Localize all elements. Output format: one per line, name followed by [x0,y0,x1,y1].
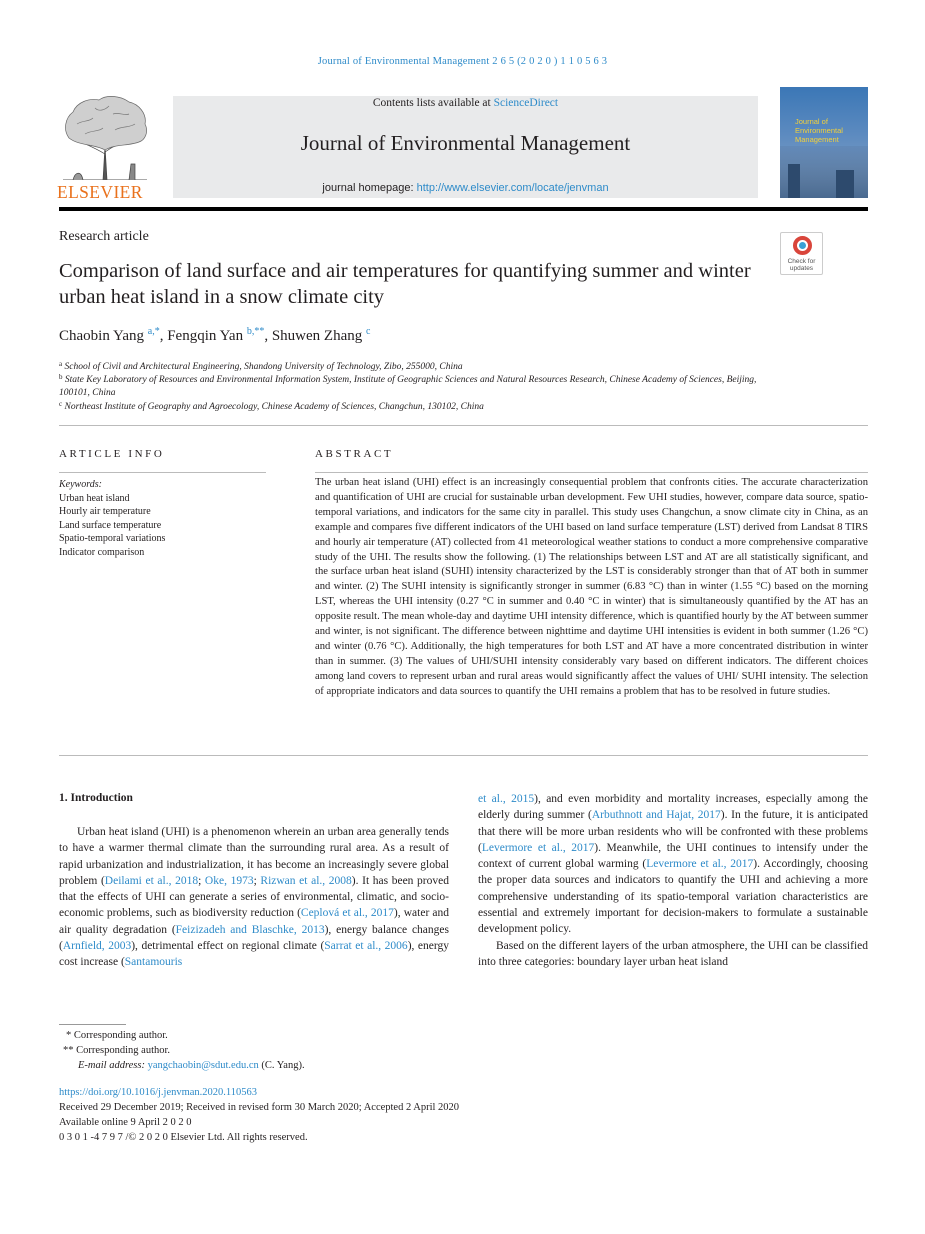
footnote-divider [59,1024,126,1025]
doi-link[interactable]: https://doi.org/10.1016/j.jenvman.2020.110563 [59,1087,258,1098]
masthead [57,86,868,202]
affiliation-mark: a [59,360,63,368]
body-column-left [59,824,449,971]
abstract-divider [315,472,868,473]
footnote-email [78,1058,305,1073]
citation-link[interactable]: Deilami et al., 2018 [104,874,199,887]
paragraph-text: ), detrimental effect on regional climate ( [131,940,325,953]
paragraph-text: ), energy cost increase ( [59,940,450,969]
body-column-right [478,791,868,970]
author-name[interactable]: Chaobin Yang [59,328,145,344]
affiliation-mark: c [59,400,63,408]
cover-title [795,117,843,144]
paragraph [59,824,449,971]
article-type: Research article [59,229,149,244]
crossmark-label-line-2: updates [789,265,814,272]
journal-homepage [173,182,758,194]
keyword: Hourly air temperature [59,506,151,517]
author-marks[interactable]: c [365,326,371,337]
section-divider [59,425,868,426]
elsevier-tree-icon [59,94,151,180]
keywords-block [59,478,165,559]
article-title: Comparison of land surface and air temperatures for quantifying summer and winter urban heat island in a snow climate city [59,260,751,308]
author-marks[interactable]: b,** [246,326,265,337]
citation-link[interactable]: Arbuthnott and Hajat, 2017 [591,809,721,822]
citation-link[interactable]: Sarrat et al., 2006 [324,940,408,953]
keyword: Land surface temperature [59,519,162,531]
section-divider [59,755,868,756]
check-for-updates-button[interactable] [780,232,823,275]
citation-link[interactable]: Ceplová et al., 2017 [300,907,394,920]
citation-link[interactable]: Oke, 1973 [204,874,254,887]
citation-link[interactable]: et al., 2015 [478,793,535,805]
section-heading: 1. Introduction [59,792,133,804]
contents-prefix: Contents lists available at [372,97,494,109]
email-label: E-mail address: [78,1060,145,1071]
affiliation-text: School of Civil and Architectural Engineering, Shandong University of Technology, Zibo, 255000, China [64,362,463,372]
journal-citation-link[interactable]: Journal of Environmental Management 2 6 5 (2 0 2 0 ) 1 1 0 5 6 3 [317,56,608,67]
cover-building-shape [836,170,854,198]
author-name[interactable]: Fengqin Yan [167,328,244,344]
author-list: Chaobin Yang $^{a,*}$, Fengqin Yan $^{b,**}$, Shuwen Zhang $^c$ [59,326,371,344]
homepage-link[interactable]: http://www.elsevier.com/locate/jenvman [416,182,609,194]
paragraph-text: ), energy balance changes ( [59,923,449,953]
citation-link[interactable]: Arnfield, 2003 [62,940,132,953]
crossmark-label [781,258,822,272]
article-info-heading: ARTICLE INFO [59,448,165,460]
footnote-corresponding-2: ** Corresponding author. [63,1045,171,1056]
affiliation [59,398,759,414]
abstract-text: The urban heat island (UHI) effect is an increasingly consequential problem that confronts cities. The accurate characterization and quantification of UHI are crucial for sustainable urban development. Few UHI studies, however, compare data source, spatio-temporal variations, and indicators for the same city in parallel. This study uses Changchun, a snow climate city in China, as an example and compares five different indicators of the UHI based on land surface temperature (LST) derived from Landsat 8 TIRS and hourly air temperature (AT) collected from 41 meteorological weather stations to conduct a more comprehensive comparative study of the UHI. The results show the following. (1) The relationships between LST and AT are all statistically significant, and the surface urban heat island (SUHI) intensity characterized by the LST is considerably stronger than that of AT both in summer and winter. (2) The SUHI intensity is significantly stronger in summer (6.83 °C) than in winter (1.55 °C) based on the morning LST, whereas the UHI intensity (0.27 °C in summer and 0.40 °C in winter) that is simultaneously quantified by the AT has an opposite result. The mean whole-day and daytime UHI intensity difference, which is quantified hourly by the AT between summer and winter, is not significant. The difference between nighttime and daytime UHI intensities is evident in both summer (1.26 °C) and winter (0.76 °C). Additionally, the high temperatures for both LST and AT have a more concentrated distribution in winter than in summer. (3) The values of UHI/SUHI intensity considerably vary based on different indicators. The different choices among land covers to represent urban and rural areas would significantly affect the values of UHI/ SUHI intensity. The selection of appropriate indicators and data sources to quantify the UHI remains a problem that has to be resolved in future studies. [315,477,868,697]
crossmark-icon [793,236,812,255]
affiliation-text: State Key Laboratory of Resources and Environmental Information System, Institute of Geographic Sciences and Natural Resources Research, Chinese Academy of Sciences, Beijing, 100101, China [59,375,757,398]
keyword: Spatio-temporal variations [59,533,166,544]
paragraph-text: ). Meanwhile, the UHI continues to intensify under the context of current global warming ( [478,841,868,871]
affiliation-mark: b [59,373,63,381]
header-divider [59,207,868,211]
affiliation-text: Northeast Institute of Geography and Agroecology, Chinese Academy of Sciences, Changchun, 130102, China [64,402,484,412]
paragraph [478,791,868,938]
copyright-notice: 0 3 0 1 -4 7 9 7 /© 2 0 2 0 Elsevier Ltd. All rights reserved. [59,1132,308,1143]
homepage-prefix: journal homepage: [322,182,417,194]
email-suffix: (C. Yang). [258,1060,305,1071]
email-link[interactable]: yangchaobin@sdut.edu.cn [147,1060,259,1071]
crossmark-label-line-1: Check for [787,258,816,265]
sciencedirect-link[interactable]: ScienceDirect [493,97,559,109]
cover-building-shape [788,164,800,198]
affiliation [59,371,759,400]
paragraph-text: ; [198,874,205,887]
author-name[interactable]: Shuwen Zhang [271,328,363,344]
journal-cover-thumbnail[interactable] [780,87,868,198]
citation-link[interactable]: Rizwan et al., 2008 [260,874,352,887]
article-history [59,1085,459,1145]
paragraph-text: Urban heat island (UHI) is a phenomenon wherein an urban area generally tends to have a warmer thermal climate than the surrounding rural area. As a result of rapid urbanization and industrialization, it has become an increasingly severe global problem ( [59,826,449,887]
available-online: Available online 9 April 2 0 2 0 [59,1117,192,1128]
cover-title-line-2: Environmental [795,126,843,135]
received-dates: Received 29 December 2019; Received in revised form 30 March 2020; Accepted 2 April 2020 [59,1102,460,1113]
citation-link[interactable]: Levermore et al., 2017 [481,841,595,854]
footnote-corresponding-1: * Corresponding author. [66,1030,168,1041]
citation-link[interactable]: Levermore et al., 2017 [646,858,754,871]
citation-link[interactable]: Santamouris [124,956,183,969]
elsevier-logo [59,94,151,200]
contents-availability [173,97,758,109]
journal-banner [173,96,758,198]
paragraph-text: ). In the future, it is anticipated that there will be more urban residents who will be confronted with these problems ( [478,809,868,854]
citation-link[interactable]: Feizizadeh and Blaschke, 2013 [175,923,325,936]
publisher-wordmark: ELSEVIER [57,182,143,202]
cover-title-line-3: Management [795,135,839,144]
article-info-divider [59,472,266,473]
paragraph: Based on the different layers of the urban atmosphere, the UHI can be classified into three categories: boundary layer urban heat island [478,939,868,968]
keywords-label: Keywords: [59,479,102,490]
paragraph-text: ; [253,874,261,887]
keyword: Urban heat island [59,492,130,504]
cover-title-line-1: Journal of [795,117,828,126]
paragraph-text: ), water and air quality degradation ( [59,907,449,936]
abstract-heading: ABSTRACT [315,448,394,460]
keyword: Indicator comparison [59,546,145,558]
paragraph-text: ). Accordingly, choosing the proper data sources and indicators to quantify the UHI and achieving a more comprehensive understanding of its spatio-temporal variation characteristics are essential and extremely important for decision-makers to formulate a sustainable development policy. [478,858,868,936]
paragraph-text: ), and even morbidity and mortality increases, especially among the elderly during summer ( [478,793,868,822]
paragraph-text: ). It has been proved that the effects of UHI can generate a series of environmental, climatic, and socio-economic problems, such as biodiversity reduction ( [59,874,449,920]
journal-title: Journal of Environmental Management [300,131,631,155]
author-marks[interactable]: a,* [147,326,160,337]
